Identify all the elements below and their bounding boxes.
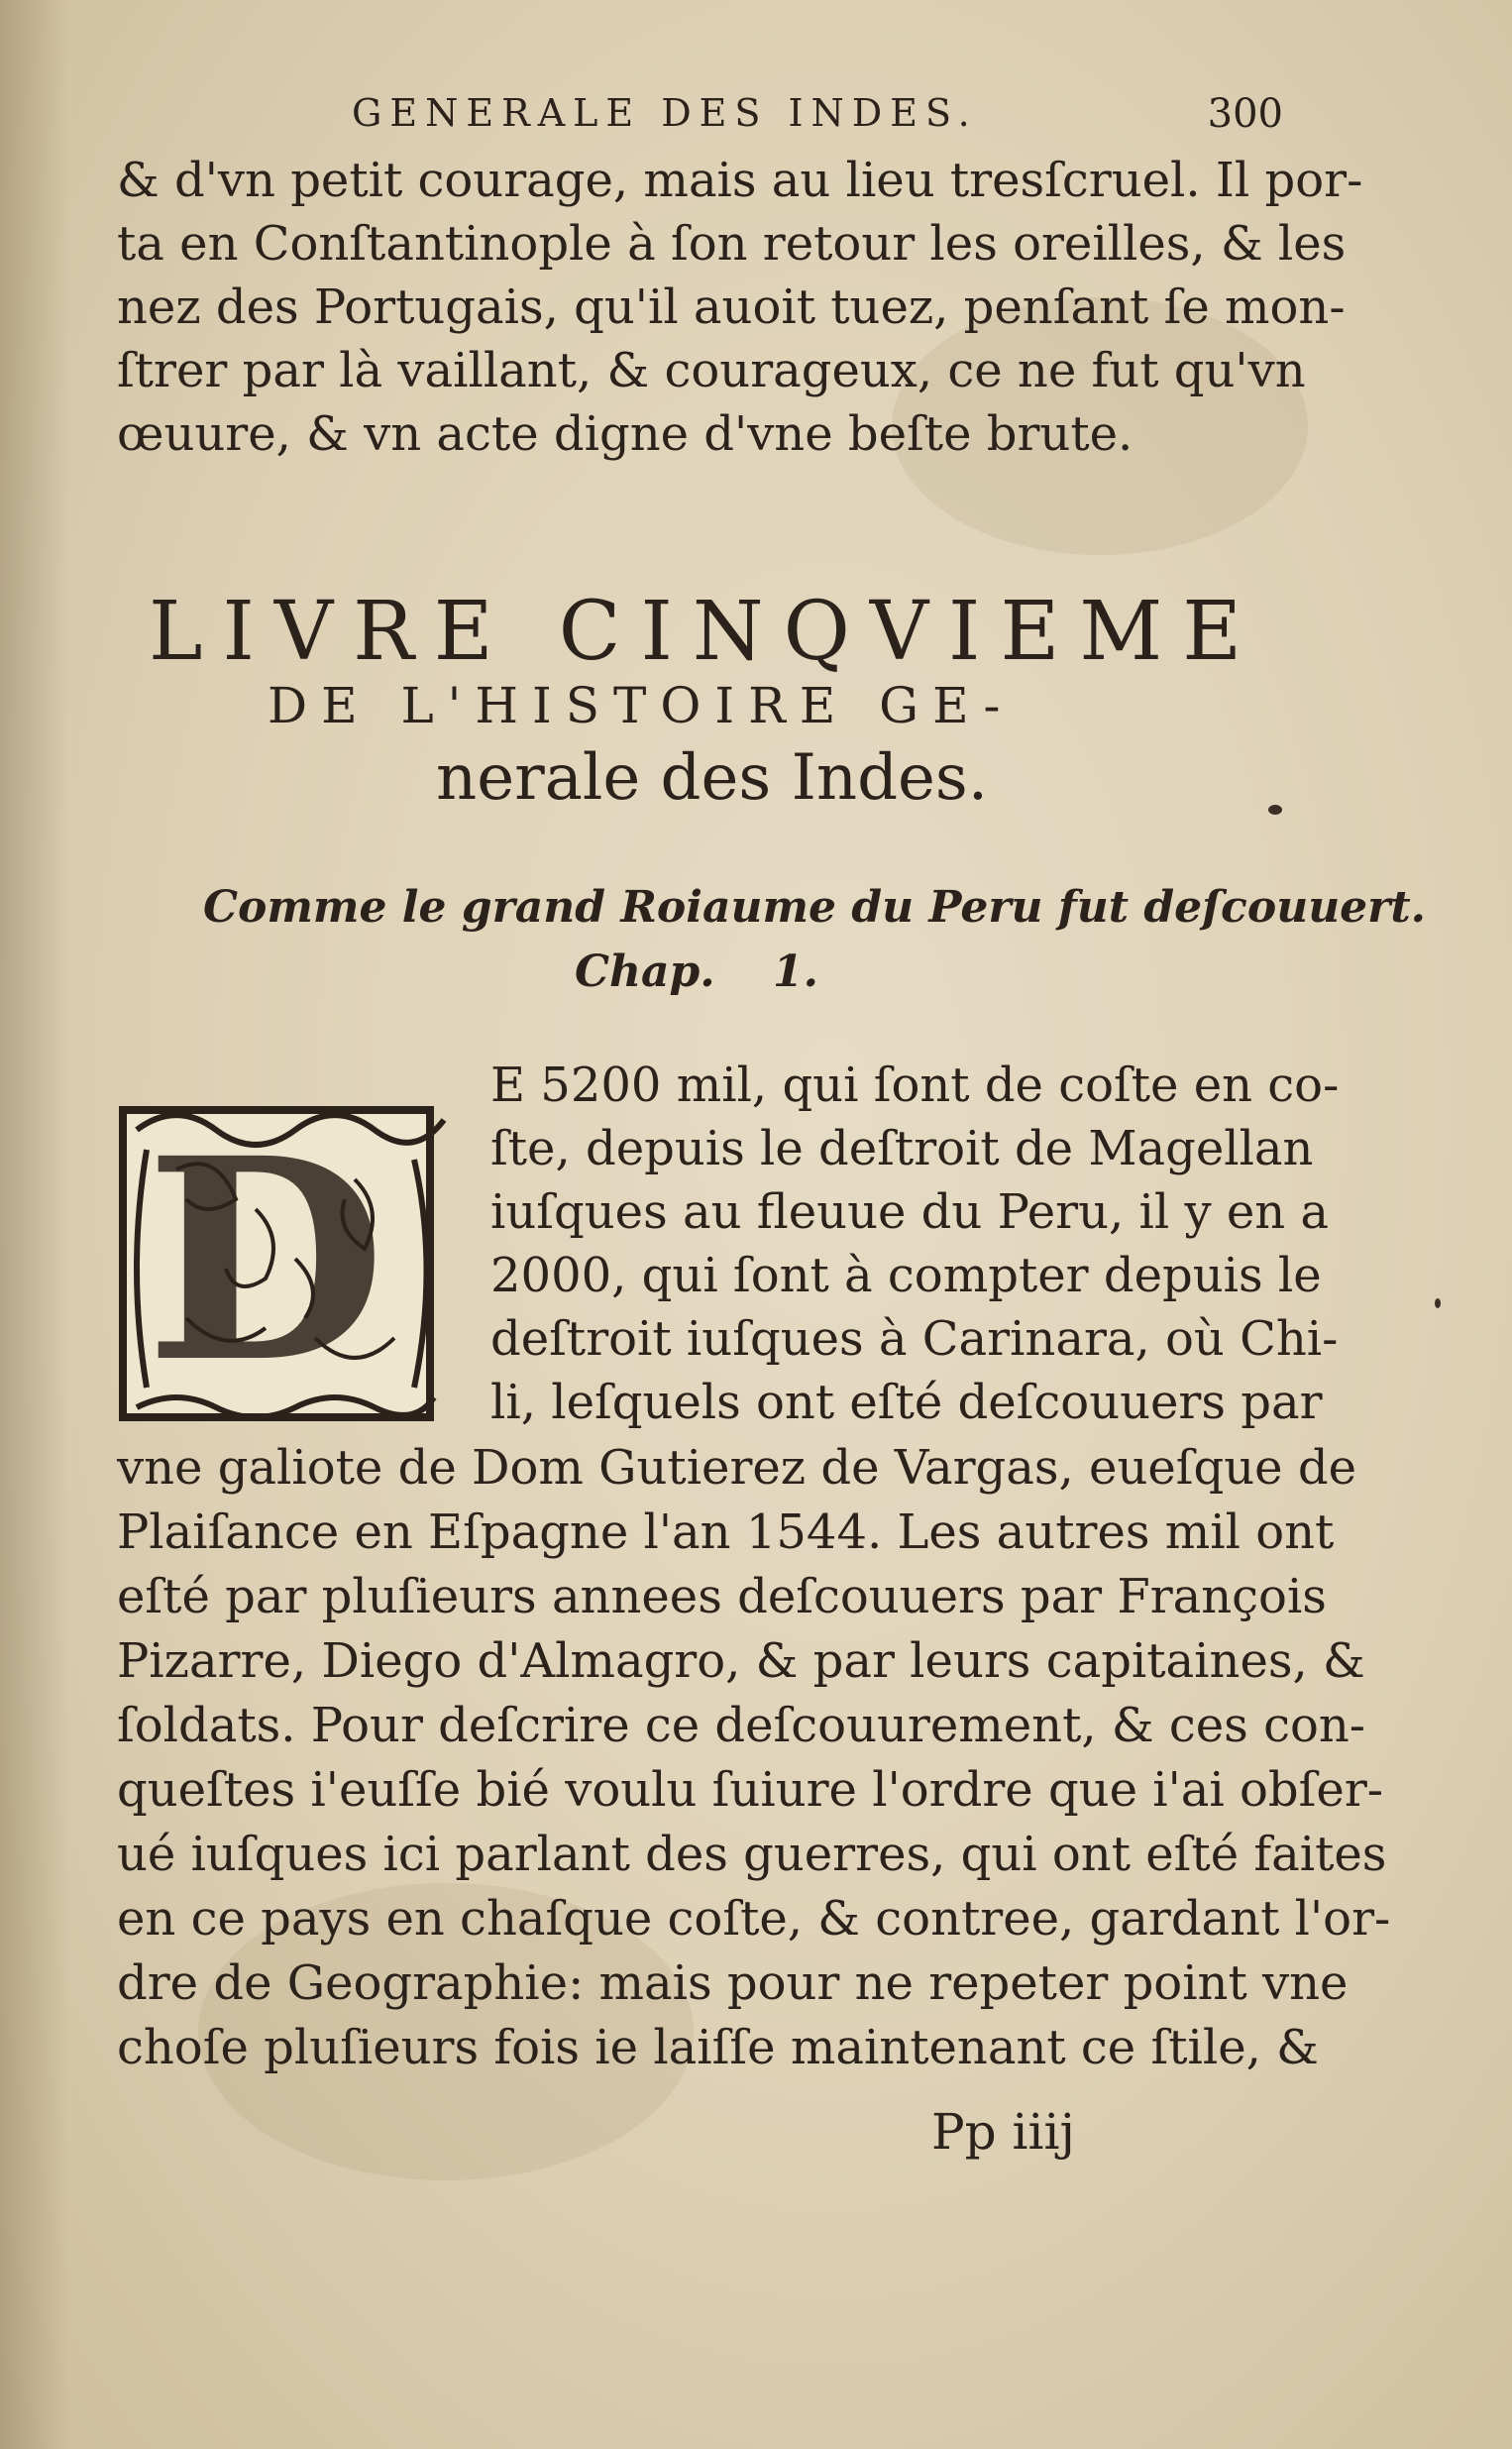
text-line: 2000, qui ſont à compter depuis le bbox=[490, 1248, 1322, 1303]
drop-cap-letter: D bbox=[145, 1098, 386, 1424]
text-line: li, leſquels ont eſté deſcouuers par bbox=[490, 1375, 1323, 1430]
text-line: Plaiſance en Eſpagne l'an 1544. Les autres mil ont bbox=[117, 1504, 1335, 1560]
text-line: ſte, depuis le deſtroit de Magellan bbox=[490, 1121, 1314, 1176]
page-gutter-shadow bbox=[0, 0, 69, 2449]
book-title-line1: LIVRE CINQVIEME bbox=[149, 585, 1262, 679]
ornamental-initial-icon bbox=[117, 1090, 454, 1437]
ink-speck bbox=[1435, 1298, 1441, 1308]
book-title-line3: nerale des Indes. bbox=[436, 741, 989, 815]
text-line: choſe pluſieurs fois ie laiſſe maintenant ce ſtile, & bbox=[117, 2020, 1319, 2075]
text-line: en ce pays en chaſque coſte, & contree, gardant l'or- bbox=[117, 1891, 1391, 1947]
text-line: nez des Portugais, qu'il auoit tuez, penſant ſe mon- bbox=[117, 279, 1346, 335]
text-line: ta en Conſtantinople à ſon retour les oreilles, & les bbox=[117, 216, 1347, 272]
signature-mark: Pp iiij bbox=[931, 2103, 1076, 2161]
text-line: ué iuſques ici parlant des guerres, qui ont eſté faites bbox=[117, 1827, 1387, 1882]
running-title: GENERALE DES INDES. bbox=[352, 91, 978, 135]
text-line: Pizarre, Diego d'Almagro, & par leurs capitaines, & bbox=[117, 1633, 1365, 1689]
text-line: dre de Geographie: mais pour ne repeter point vne bbox=[117, 1955, 1349, 2011]
page-header bbox=[352, 91, 1303, 151]
chapter-number: 1. bbox=[773, 946, 818, 997]
page-number: 300 bbox=[1207, 91, 1283, 137]
text-line: & d'vn petit courage, mais au lieu tresſcruel. Il por- bbox=[117, 153, 1363, 208]
ink-speck bbox=[1268, 805, 1282, 815]
chapter-label: Chap. bbox=[575, 946, 715, 997]
text-line: ſoldats. Pour deſcrire ce deſcouurement, & ces con- bbox=[117, 1698, 1365, 1753]
text-line: ſtrer par là vaillant, & courageux, ce ne fut qu'vn bbox=[117, 343, 1306, 398]
text-line: eſté par pluſieurs annees deſcouuers par François bbox=[117, 1569, 1327, 1624]
text-line: deſtroit iuſques à Carinara, où Chi- bbox=[490, 1311, 1339, 1367]
text-line: vne galiote de Dom Gutierez de Vargas, eueſque de bbox=[117, 1440, 1356, 1496]
drop-cap-woodcut bbox=[117, 1090, 454, 1437]
text-line: œuure, & vn acte digne d'vne beſte brute. bbox=[117, 406, 1134, 462]
text-line: iuſques au fleuue du Peru, il y en a bbox=[490, 1184, 1330, 1240]
book-title-line2: DE L'HISTOIRE GE- bbox=[268, 677, 1015, 734]
text-line: queſtes i'euſſe bié voulu ſuiure l'ordre que i'ai obſer- bbox=[117, 1762, 1383, 1818]
text-line: E 5200 mil, qui ſont de coſte en co- bbox=[490, 1058, 1340, 1113]
chapter-heading-line1: Comme le grand Roiaume du Peru fut deſcouuert. bbox=[203, 882, 1426, 933]
